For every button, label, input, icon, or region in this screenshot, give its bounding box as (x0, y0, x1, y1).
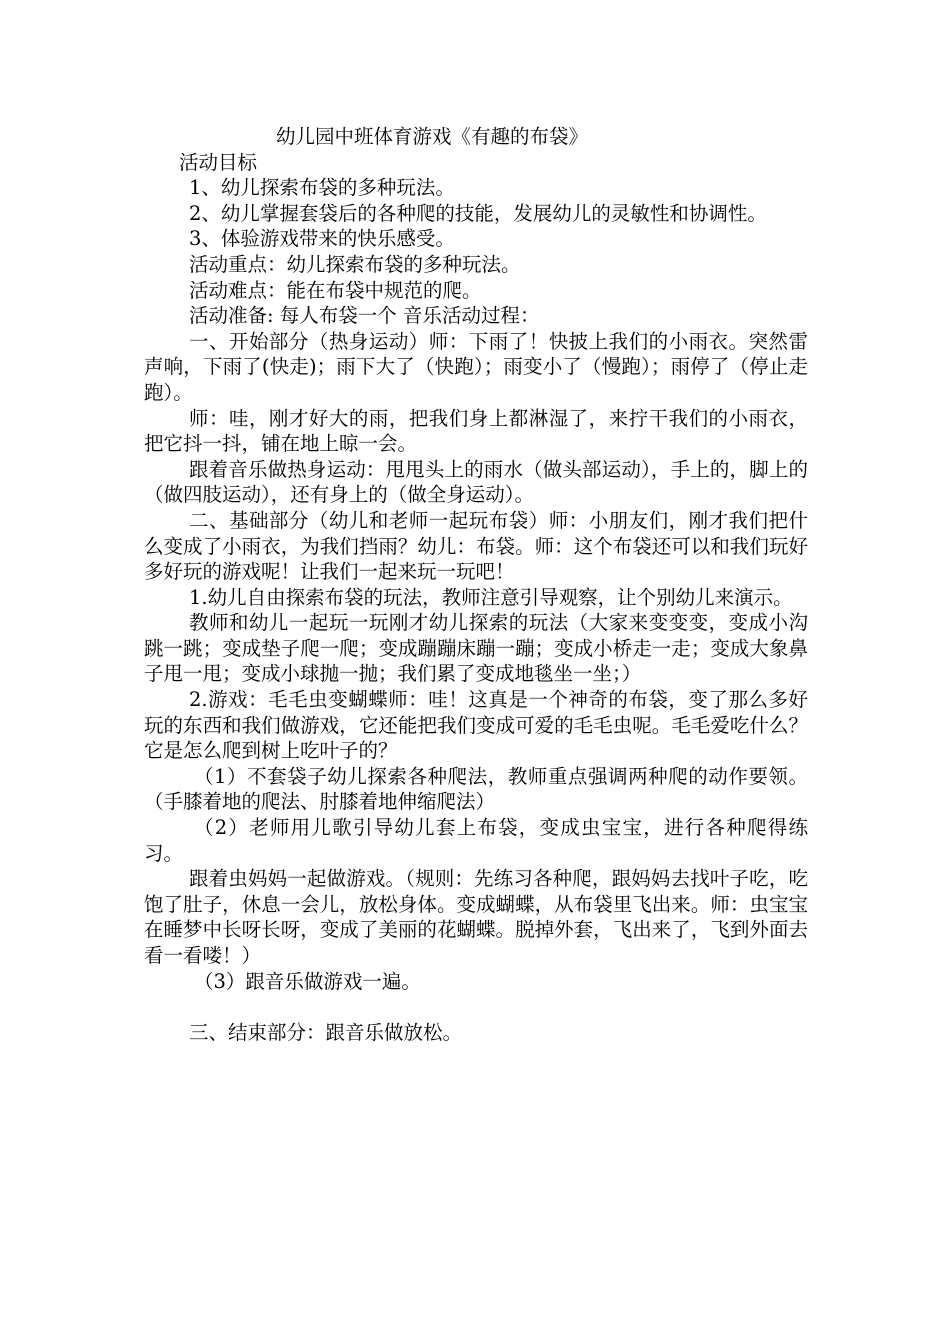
step-2-paragraph: （2）老师用儿歌引导幼儿套上布袋，变成虫宝宝，进行各种爬得练习。 (144, 816, 808, 865)
warmup-paragraph: 跟着音乐做热身运动：甩甩头上的雨水（做头部运动），手上的，脚上的（做四肢运动），还有身上的（做全身运动）。 (144, 457, 808, 507)
section-heading-goals: 活动目标 (179, 150, 258, 174)
game-paragraph: 2.游戏：毛毛虫变蝴蝶师：哇！这真是一个神奇的布袋，变了那么多好玩的东西和我们做游戏，它还能把我们变成可爱的毛毛虫呢。毛毛爱吃什么？它是怎么爬到树上吃叶子的？ (144, 688, 808, 763)
explore-paragraph: 1.幼儿自由探索布袋的玩法，教师注意引导观察，让个别幼儿来演示。 (189, 585, 793, 609)
step-1-paragraph: （1）不套袋子幼儿探索各种爬法，教师重点强调两种爬的动作要领。（手膝着地的爬法、肘膝着地伸缩爬法） (144, 764, 808, 814)
goal-item-3: 3、体验游戏带来的快乐感受。 (189, 227, 455, 251)
step-3-paragraph: （3）跟音乐做游戏一遍。 (194, 969, 421, 993)
activity-preparation: 活动准备: 每人布袋一个 音乐活动过程： (189, 304, 540, 328)
mother-game-paragraph: 跟着虫妈妈一起做游戏。（规则：先练习各种爬，跟妈妈去找叶子吃，吃饱了肚子，休息一会儿，放松身体。变成蝴蝶，从布袋里飞出来。师：虫宝宝在睡梦中长呀长呀，变成了美丽的花蝴蝶。脱掉外套，飞出来了，飞到外面去看一看喽！） (144, 867, 808, 967)
play-together-paragraph: 教师和幼儿一起玩一玩刚才幼儿探索的玩法（大家来变变变，变成小沟跳一跳；变成垫子爬一爬；变成蹦蹦床蹦一蹦；变成小桥走一走；变成大象鼻子甩一甩；变成小球抛一抛；我们累了变成地毯坐一坐；） (144, 611, 808, 686)
activity-difficulty: 活动难点：能在布袋中规范的爬。 (189, 278, 482, 302)
document-body (144, 124, 808, 1045)
document-title: 幼儿园中班体育游戏《有趣的布袋》 (276, 125, 589, 148)
part-one-paragraph: 一、开始部分（热身运动）师：下雨了！快披上我们的小雨衣。突然雷声响，下雨了(快走)；雨下大了（快跑）；雨变小了（慢跑）；雨停了（停止走跑）。 (144, 329, 808, 404)
goal-item-1: 1、幼儿探索布袋的多种玩法。 (189, 176, 455, 200)
goal-item-2: 2、幼儿掌握套袋后的各种爬的技能，发展幼儿的灵敏性和协调性。 (189, 201, 767, 225)
teacher-paragraph: 师：哇，刚才好大的雨，把我们身上都淋湿了，来拧干我们的小雨衣，把它抖一抖，铺在地上晾一会。 (144, 406, 808, 456)
blank-line (144, 994, 808, 1020)
part-two-paragraph: 二、基础部分（幼儿和老师一起玩布袋）师：小朋友们，刚才我们把什么变成了小雨衣，为我们挡雨？幼儿：布袋。师：这个布袋还可以和我们玩好多好玩的游戏呢！让我们一起来玩一玩吧！ (144, 508, 808, 584)
activity-focus: 活动重点：幼儿探索布袋的多种玩法。 (189, 252, 521, 276)
part-three-paragraph: 三、结束部分：跟音乐做放松。 (189, 1020, 463, 1044)
